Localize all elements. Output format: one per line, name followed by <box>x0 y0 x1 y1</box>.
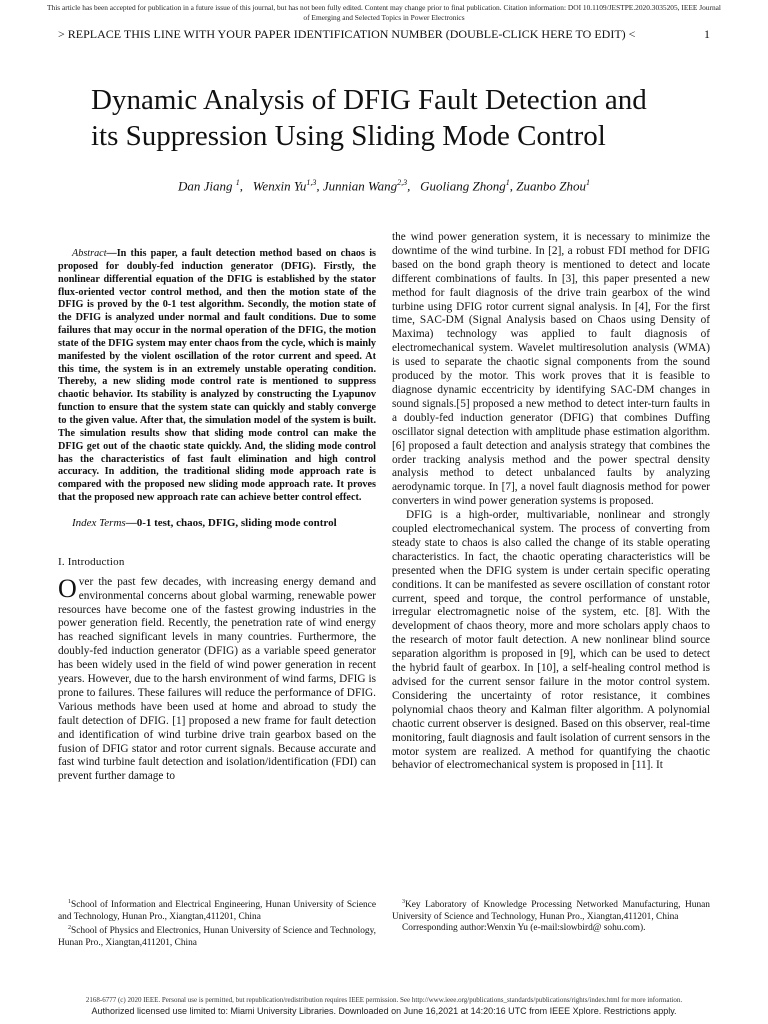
paper-title <box>91 82 711 154</box>
title-line-2: its Suppression Using Sliding Mode Control <box>91 120 606 152</box>
running-header <box>58 27 710 43</box>
author-name: Guoliang Zhong <box>420 178 506 194</box>
index-terms-text: —0-1 test, chaos, DFIG, sliding mode control <box>125 516 337 529</box>
index-terms-label: Index Terms <box>72 516 126 529</box>
footnote-affiliation-1: $^1$School of Information and Electrical Engineering, Hunan University of Science and Technology, Hunan Pro., Xiangtan,411201, China <box>58 899 376 922</box>
section-heading-introduction: I. Introduction <box>58 555 125 568</box>
right-column <box>392 231 710 773</box>
intro-paragraph-2: DFIG is a high-order, multivariable, nonlinear and strongly coupled electromechanical system. The process of converting from steady state to chaos is also called the change of its stable operating characteristics. In fact, the chaotic operating characteristics will be presented when the DFIG system is under certain specific operating conditions. It can be manifested as severe oscillation of constant rotor current, speed and torque, the control performance of unstable, irregular electromagnetic noise of the system, etc. [8]. With the development of chaos theory, more and more scholars apply chaos to the research of motor fault detection. A new nonlinear blind source separation algorithm is proposed in [9], which can be used to detect the hybrid fault of gearbox. In [10], a self-healing control method is advised for the current sensor failure in the motor control system. Considering the uncertainty of rotor resistance, it combines polynomial chaos theory and Kalman filter algorithm. A polynomial chaotic current observer is designed. Based on this observer, real-time monitoring, fault diagnosis and fault isolation of current sensors in the motor system are realized. A method for quantifying the chaotic behavior of electromechanical system is proposed in [11]. It <box>392 509 710 772</box>
page-number: 1 <box>704 27 710 41</box>
title-line-1: Dynamic Analysis of DFIG Fault Detection and <box>91 84 647 116</box>
abstract <box>58 248 376 505</box>
index-terms <box>58 517 376 531</box>
footnote-aff2-text: School of Physics and Electronics, Hunan University of Science and Technology, Hunan Pro., Xiangtan,411201, China <box>58 926 376 948</box>
banner-line-1: This article has been accepted for publication in a future issue of this journal, but has not been fully edited. Content may change prior to final publication. Citation information: DOI 10.1109/JESTPE.2020.3035205, IEEE Journal <box>47 3 721 12</box>
author-affiliation: 2,3 <box>397 178 408 187</box>
intro-paragraph <box>58 573 376 785</box>
abstract-label: Abstract <box>72 248 107 259</box>
author-name: Junnian Wang <box>322 178 398 194</box>
author-name: Zuanbo Zhou <box>516 178 586 194</box>
author-affiliation: 1 <box>235 178 240 187</box>
author-affiliation: 1,3 <box>306 178 317 187</box>
author-list: Dan Jiang $^1$, Wenxin Yu$^{1,3}$, Junnian Wang$^{2,3}$, Guoliang Zhong$^1$, Zuanbo Zhou$^1$ <box>178 178 590 194</box>
footnote-aff1-text: School of Information and Electrical Engineering, Hunan University of Science and Technology, Hunan Pro., Xiangtan,411201, China <box>58 900 376 922</box>
author-name: Dan Jiang <box>178 178 233 194</box>
header-placeholder-text[interactable]: > REPLACE THIS LINE WITH YOUR PAPER IDENTIFICATION NUMBER (DOUBLE-CLICK HERE TO EDIT) < <box>58 27 636 41</box>
abstract-text: —In this paper, a fault detection method based on chaos is proposed for doubly-fed induction generator (DFIG). Firstly, the nonlinear differential equation of the DFIG is established by the stator flux-oriented vector control method, and then the motion state of the DFIG is proved by the 0-1 test algorithm. Secondly, the motion state of the DFIG is analyzed under normal and fault conditions. Due to some failures that may occur in the normal operation of the DFIG, the motion state of the DFIG system may enter chaos from the cycle, which is mainly manifested by the violent oscillation of the rotor current and speed. At this time, the system is in an extremely unstable operating condition. Thereby, a new sliding mode control rate is mentioned to suppress chaotic behavior. Its stability is analyzed by constructing the Lyapunov function to ensure that the system state can quickly and stably converge to the given value. After that, the simulation model of the system is built. The simulation results show that sliding mode control can make the DFIG get out of the chaotic state quickly. And, the sliding mode control has the characteristics of fast fault elimination and high control accuracy. In addition, the traditional sliding mode approach rate is compared with the proposed new sliding mode approach rate. It proves that the proposed new approach rate can achieve better control effect. <box>58 248 376 504</box>
banner-line-2: of Emerging and Selected Topics in Power Electronics <box>303 13 465 22</box>
author-affiliation: 1 <box>585 178 590 187</box>
author-name: Wenxin Yu <box>252 178 307 194</box>
journal-status-banner <box>0 3 768 23</box>
author-affiliation: 1 <box>505 178 510 187</box>
footnotes-left <box>58 897 376 949</box>
intro-paragraph-continued: the wind power generation system, it is necessary to minimize the downtime of the wind turbine. In [2], a robust FDI method for DFIG based on the bond graph theory is mentioned to detect and locate different combinations of faults. In [3], this paper presented a new method for fault diagnosis of the drive train gearbox of the wind turbine using DFIG rotor current signal analysis. In [4], For the first time, SAC-DM (Signal Analysis based on Chaos using Density of Maxima) technology was applied to fault diagnosis of electromechanical system. Wavelet multiresolution analysis (WMA) is used to separate the chaotic signal components from the sound produced by the motor. This work proves that it is feasible to diagnose dynamic eccentricity by identifying SAC-DM changes in sound signals.[5] proposed a new method to detect inter-turn faults in a doubly-fed induction generator (DFIG) that combines Duffing oscillator signal detection with amplitude phase estimation algorithm.[6] proposed a fault detection and analysis strategy that combines the order tracking analysis method and the power spectral density analysis method to detect unbalanced faults by analyzing aerodynamic torque. In [7], a novel fault diagnosis method for power converters in wind power generation systems is proposed. <box>392 231 710 508</box>
footnotes-right <box>392 897 710 935</box>
copyright-notice: 2168-6777 (c) 2020 IEEE. Personal use is permitted, but republication/redistribution requires IEEE permission. See http://www.ieee.org/publications_standards/publications/rights/index.html for more information. <box>85 996 683 1004</box>
intro-text: ver the past few decades, with increasing energy demand and environmental concerns about global warming, renewable power resources have become one of the fastest growing industries in the power generation field. Recently, the penetration rate of wind energy has reached significant levels in many countries. Furthermore, the doubly-fed induction generator (DFIG) as a variable speed generator has been widely used in the field of wind power generation in recent years. However, due to the harsh environment of wind farms, DFIG is prone to failures. These failures will reduce the performance of DFIG. Various methods have been used at home and abroad to study the fault detection of DFIG. [1] proposed a new frame for fault detection and identification of wind turbine drive train gearbox based on the fusion of DFIG stator and rotor current signals. Because accurate and fast wind turbine fault detection and isolation/identification (FDI) can prevent further damage to <box>58 575 376 783</box>
footnote-aff3-text: Key Laboratory of Knowledge Processing Networked Manufacturing, Hunan University of Science and Technology, Hunan Pro., Xiangtan,411201, China <box>392 900 710 922</box>
drop-cap: O <box>58 573 77 603</box>
footnote-affiliation-3: $^3$Key Laboratory of Knowledge Processing Networked Manufacturing, Hunan University of Science and Technology, Hunan Pro., Xiangtan,411201, China <box>392 899 710 922</box>
footnote-affiliation-2: $^2$School of Physics and Electronics, Hunan University of Science and Technology, Hunan Pro., Xiangtan,411201, China <box>58 925 376 948</box>
left-column <box>58 231 376 784</box>
footnote-corresponding-author: Corresponding author:Wenxin Yu (e-mail:slowbird@ sohu.com). <box>402 923 646 934</box>
license-notice: Authorized licensed use limited to: Miami University Libraries. Downloaded on June 16,2021 at 14:20:16 UTC from IEEE Xplore. Restrictions apply. <box>91 1006 677 1016</box>
